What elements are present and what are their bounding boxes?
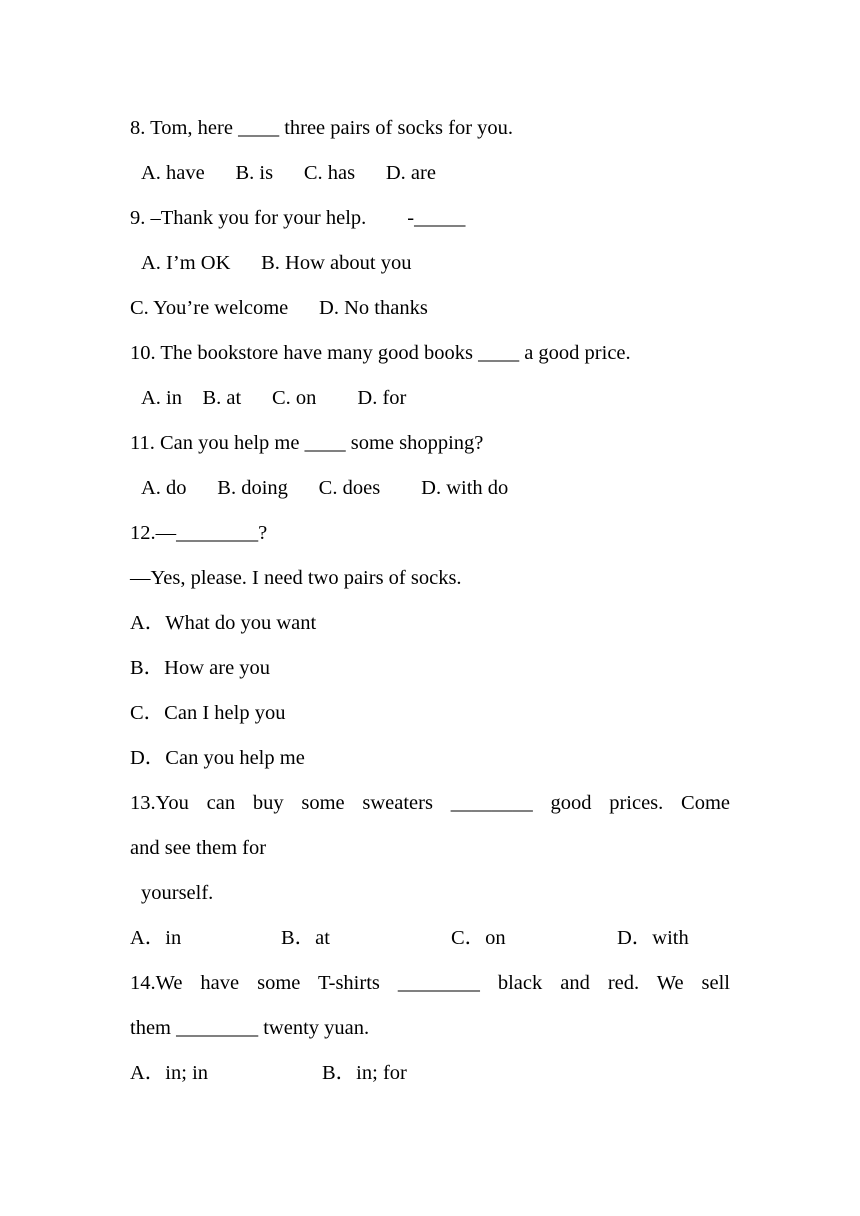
question-12-option-d: D．Can you help me	[130, 747, 305, 769]
question-14-option-b: B．in; for	[322, 1062, 407, 1084]
question-12-option-a: A．What do you want	[130, 612, 317, 634]
question-11-options: A. do B. doing C. does D. with do	[141, 477, 509, 499]
question-12-stem: 12.—________?	[130, 522, 268, 544]
question-14-stem-line1: 14.We have some T-shirts ________ black and red. We sell	[130, 972, 730, 994]
question-11-stem: 11. Can you help me ____ some shopping?	[130, 432, 484, 454]
question-13-option-d: D．with	[617, 927, 689, 949]
question-8-options: A. have B. is C. has D. are	[141, 162, 436, 184]
question-10-stem: 10. The bookstore have many good books ____ a good price.	[130, 342, 631, 364]
question-13-option-a: A．in	[130, 927, 182, 949]
question-14-option-a: A．in; in	[130, 1062, 209, 1084]
question-13-option-b: B．at	[281, 927, 330, 949]
question-13-stem-line1: 13.You can buy some sweaters ________ good prices. Come	[130, 792, 730, 814]
question-9-options-line2: C. You’re welcome D. No thanks	[130, 297, 428, 319]
question-14-stem-line2: them ________ twenty yuan.	[130, 1017, 370, 1039]
question-13-stem-line2: and see them for	[130, 837, 267, 859]
question-9-stem: 9. –Thank you for your help. -_____	[130, 207, 466, 229]
question-12-option-c: C．Can I help you	[130, 702, 286, 724]
question-9-options-line1: A. I’m OK B. How about you	[141, 252, 412, 274]
question-8-stem: 8. Tom, here ____ three pairs of socks for you.	[130, 117, 514, 139]
question-13-option-c: C．on	[451, 927, 506, 949]
question-13-stem-line3: yourself.	[141, 882, 214, 904]
question-12-option-b: B．How are you	[130, 657, 271, 679]
question-12-reply: —Yes, please. I need two pairs of socks.	[130, 567, 462, 589]
question-10-options: A. in B. at C. on D. for	[141, 387, 407, 409]
